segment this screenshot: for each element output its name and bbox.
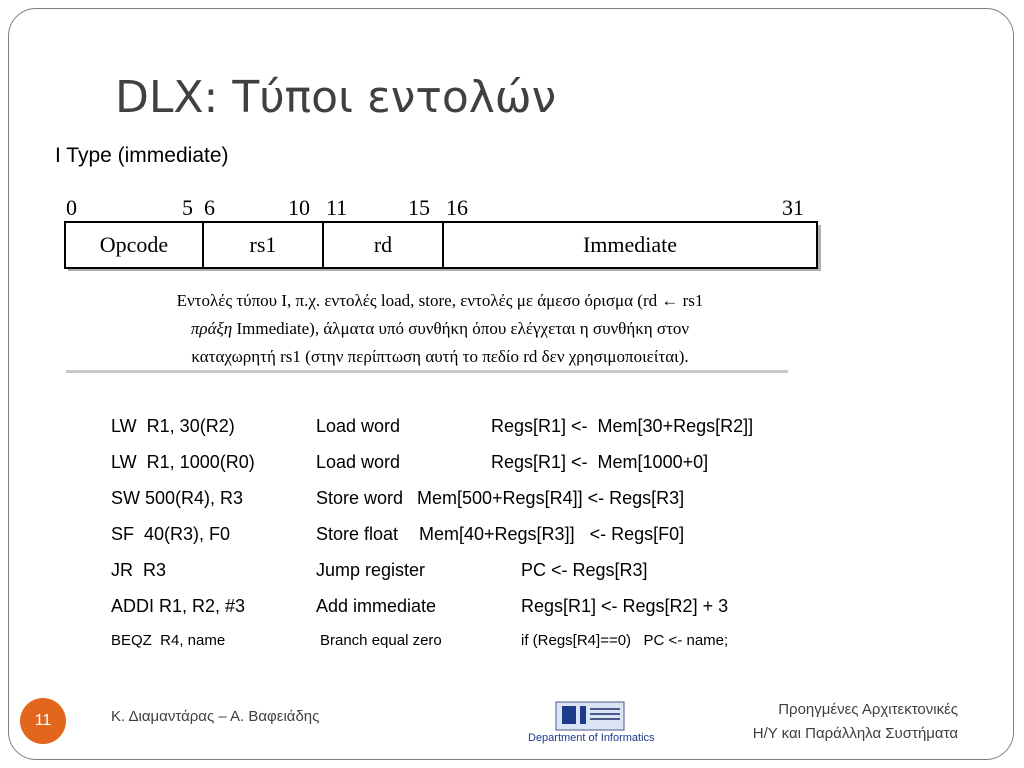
format-fields xyxy=(64,221,818,269)
instruction-name: Load word xyxy=(316,416,401,436)
field-rd: rd xyxy=(324,223,444,267)
diagram-shadow xyxy=(68,269,820,271)
bit-label: 10 xyxy=(288,195,310,220)
description-line: Εντολές τύπου I, π.χ. εντολές load, store, εντολές με άμεσο όρισμα (rd ← rs1 xyxy=(176,291,704,310)
field-rs1: rs1 xyxy=(204,223,324,267)
instruction-action: Regs[R1] <- Mem[30+Regs[R2]] xyxy=(491,416,754,436)
instruction-action: PC <- Regs[R3] xyxy=(521,560,648,580)
bit-label: 16 xyxy=(446,195,468,220)
description-italic: πράξη xyxy=(190,319,233,338)
footer-course-line: Η/Υ και Παράλληλα Συστήματα xyxy=(752,725,958,742)
instruction-code: BEQZ R4, name xyxy=(111,632,226,649)
bit-index-row xyxy=(64,195,820,219)
department-logo xyxy=(526,698,676,744)
instruction-name: Store float xyxy=(316,524,399,544)
instruction-code: SF 40(R3), F0 xyxy=(111,524,231,544)
instruction-action: Mem[500+Regs[R4]] <- Regs[R3] xyxy=(417,488,685,508)
bit-label: 0 xyxy=(66,195,77,220)
description-text: Immediate), άλματα υπό συνθήκη όπου ελέγχεται η συνθήκη στον xyxy=(232,319,690,338)
footer-course xyxy=(753,698,958,746)
instruction-format-diagram xyxy=(64,195,820,257)
instruction-name: Jump register xyxy=(316,560,426,580)
instruction-action: Regs[R1] <- Regs[R2] + 3 xyxy=(521,596,729,616)
description-line xyxy=(60,315,820,343)
bit-label: 11 xyxy=(326,195,348,220)
instruction-code: JR R3 xyxy=(111,560,167,580)
instruction-action: Mem[40+Regs[R3]] <- Regs[F0] xyxy=(419,524,685,544)
bit-label: 15 xyxy=(408,195,430,220)
description-line: καταχωρητή rs1 (στην περίπτωση αυτή το πεδίο rd δεν χρησιμοποιείται). xyxy=(191,347,689,366)
instruction-name: Add immediate xyxy=(316,596,437,616)
instruction-code: SW 500(R4), R3 xyxy=(111,488,244,508)
diagram-shadow xyxy=(818,225,821,271)
instruction-code: LW R1, 1000(R0) xyxy=(111,452,255,472)
footer-authors: Κ. Διαμαντάρας – Α. Βαφειάδης xyxy=(111,708,320,725)
footer-course-line: Προηγμένες Αρχιτεκτονικές xyxy=(778,701,958,718)
field-immediate: Immediate xyxy=(582,232,678,257)
slide-title: DLX: Τύποι εντολών xyxy=(115,72,557,123)
instruction-action: if (Regs[R4]==0) PC <- name; xyxy=(521,632,729,649)
bit-label: 6 xyxy=(204,195,215,220)
bit-label: 31 xyxy=(782,195,804,220)
description-shadow xyxy=(66,370,788,373)
instruction-name: Store word xyxy=(316,488,404,508)
instruction-code: ADDI R1, R2, #3 xyxy=(111,596,246,616)
logo-text: Department of Informatics xyxy=(528,732,655,744)
field-opcode: Opcode xyxy=(66,223,204,267)
instruction-action: Regs[R1] <- Mem[1000+0] xyxy=(491,452,709,472)
instruction-name: Branch equal zero xyxy=(320,632,442,649)
bit-label: 5 xyxy=(182,195,193,220)
page-number-badge: 11 xyxy=(20,698,66,744)
format-description xyxy=(60,287,820,371)
slide-subtitle: I Type (immediate) xyxy=(55,144,229,167)
instruction-name: Load word xyxy=(316,452,401,472)
instruction-code: LW R1, 30(R2) xyxy=(111,416,235,436)
